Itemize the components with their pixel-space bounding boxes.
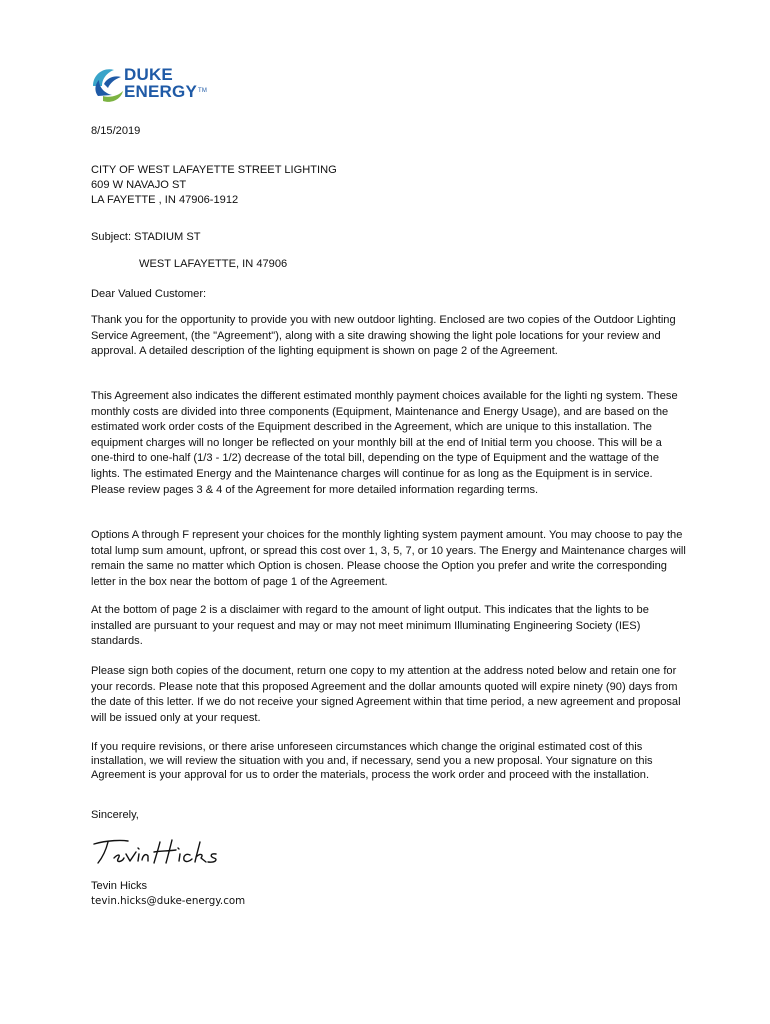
salutation: Dear Valued Customer: xyxy=(91,288,207,300)
body-paragraph-5: Please sign both copies of the document, return one copy to my attention at the address noted below and retain one for your records. Please note that this proposed Agreement and the dollar amounts quoted will expire ninety (90) days from the date of this letter. If we do not receive your signed Agreement within that time period, a new agreement and proposal will be issued only at your request. xyxy=(91,665,681,724)
body-paragraph-3: Options A through F represent your choices for the monthly lighting system payment amount. You may choose to pay the total lump sum amount, upfront, or spread this cost over 1, 3, 5, 7, or 10 years. The Energy and Maintenance charges will remain the same no matter which Option is chosen. Please choose the Option you prefer and write the corresponding letter in the box near the bottom of page 1 of the Agreement. xyxy=(91,529,686,588)
body-paragraph-4: At the bottom of page 2 is a disclaimer with regard to the amount of light output. This indicates that the lights to be installed are pursuant to your request and may or may not meet minimum Illuminating Engineering Society (IES) standards. xyxy=(91,604,649,648)
body-paragraph-6: If you require revisions, or there arise unforeseen circumstances which change the original estimated cost of this installation, we will review the situation with you and, if necessary, send you a new proposal. Your signature on this Agreement is your approval for us to order the materials, process the work order and proceed with the installation. xyxy=(91,741,653,781)
closing: Sincerely, xyxy=(91,809,139,821)
body-paragraph-1: Thank you for the opportunity to provide you with new outdoor lighting. Enclosed are two copies of the Outdoor Lighting Service Agreement, (the "Agreement"), along with a site drawing showing the light pole locations for your review and approval. A detailed description of the lighting equipment is shown on page 2 of the Agreement. xyxy=(91,314,676,358)
handwritten-signature xyxy=(88,832,228,872)
signer-email: tevin.hicks@duke-energy.com xyxy=(91,895,246,907)
subject-line: Subject: STADIUM ST xyxy=(91,231,201,243)
logo-line2: ENERGY xyxy=(124,82,197,101)
body-paragraph-2: This Agreement also indicates the different estimated monthly payment choices available for the lighti ng system. These monthly costs are divided into three components (Equipment, Maintenance and Energy Usage), and are based on the estimated work order costs of the Equipment described in the Agreement, which are unique to this installation. The equipment charges will no longer be reflected on your monthly bill at the end of Initial term you choose. This will be a one-third to one-half (1/3 - 1/2) decrease of the total bill, depending on the type of Equipment and the wattage of the lights. The estimated Energy and the Maintenance charges will continue for as long as the Equipment is in service. Please review pages 3 & 4 of the Agreement for more detailed information regarding terms. xyxy=(91,390,678,496)
logo-wordmark xyxy=(124,66,207,100)
recipient-street: 609 W NAVAJO ST xyxy=(91,179,187,191)
letter-date: 8/15/2019 xyxy=(91,125,141,137)
logo-line1: DUKE xyxy=(124,65,173,84)
subject-location: WEST LAFAYETTE, IN 47906 xyxy=(139,258,288,270)
recipient-city: LA FAYETTE , IN 47906-1912 xyxy=(91,194,239,206)
recipient-name: CITY OF WEST LAFAYETTE STREET LIGHTING xyxy=(91,164,337,176)
logo-trademark: TM xyxy=(198,88,208,94)
signer-name: Tevin Hicks xyxy=(91,880,148,892)
